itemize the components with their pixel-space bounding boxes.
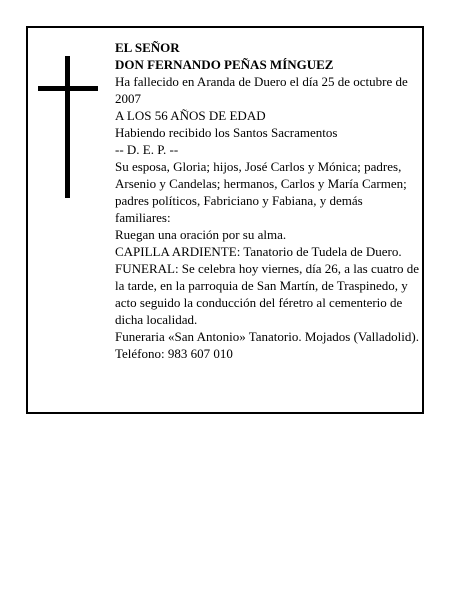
death-info: Ha fallecido en Aranda de Duero el día 25 de octubre de 2007 — [115, 74, 408, 106]
cross-horizontal-bar — [38, 86, 98, 91]
obituary-text — [115, 39, 420, 362]
chapel: CAPILLA ARDIENTE: Tanatorio de Tudela de Duero. — [115, 244, 402, 259]
sacraments: Habiendo recibido los Santos Sacramentos — [115, 125, 338, 140]
family: Su esposa, Gloria; hijos, José Carlos y Mónica; padres, Arsenio y Candelas; hermanos, Carlos y María Carmen; padres políticos, Fabriciano y Fabiana, y demás familiares: — [115, 159, 407, 225]
funeral-home: Funeraria «San Antonio» Tanatorio. Mojados (Valladolid). Teléfono: 983 607 010 — [115, 329, 419, 361]
latin-cross-icon — [38, 56, 98, 198]
rip: -- D. E. P. -- — [115, 142, 179, 157]
age: A LOS 56 AÑOS DE EDAD — [115, 108, 266, 123]
funeral: FUNERAL: Se celebra hoy viernes, día 26, a las cuatro de la tarde, en la parroquia de San Martín, de Traspinedo, y acto seguido la conducción del féretro al cementerio de dicha localidad. — [115, 261, 419, 327]
prayer: Ruegan una oración por su alma. — [115, 227, 287, 242]
cross-vertical-bar — [65, 56, 70, 198]
title: EL SEÑOR — [115, 40, 180, 55]
deceased-name: DON FERNANDO PEÑAS MÍNGUEZ — [115, 57, 334, 72]
obituary-notice — [26, 26, 424, 414]
